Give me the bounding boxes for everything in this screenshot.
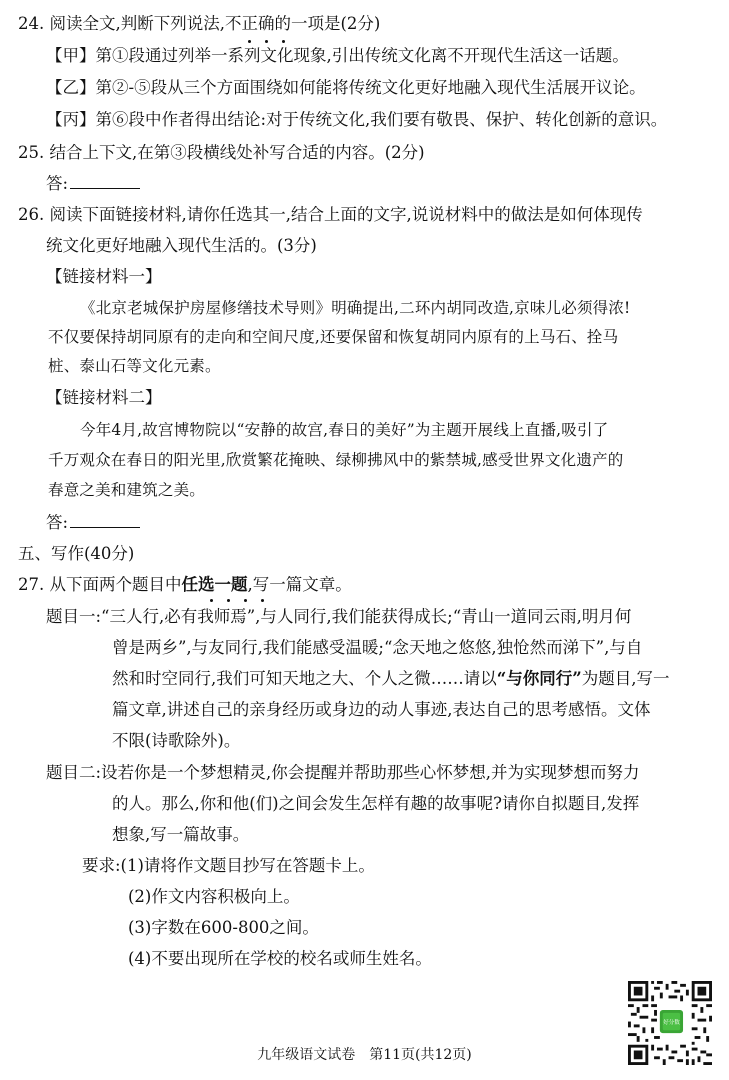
- requirement-4: (4)不要出现所在学校的校名或师生姓名。: [128, 949, 432, 968]
- answer-label: 答:: [46, 513, 69, 532]
- q27-stem-part: 27. 从下面两个题目中: [18, 575, 182, 594]
- material-1-line2: 不仅要保持胡同原有的走向和空间尺度,还要保留和恢复胡同内原有的上马石、拴马: [48, 328, 619, 346]
- q27-stem-emphasis: 任选一题: [181, 575, 248, 594]
- topic-1-text: 然和时空同行,我们可知天地之大、个人之微……请以: [112, 669, 497, 688]
- q27-stem: [18, 573, 352, 597]
- q24-option-bing: 【丙】第⑥段中作者得出结论:对于传统文化,我们要有敬畏、保护、转化创新的意识。: [46, 110, 668, 129]
- answer-label: 答:: [46, 174, 69, 193]
- material-2-line2: 千万观众在春日的阳光里,欣赏繁花掩映、绿柳拂风中的紫禁城,感受世界文化遗产的: [48, 451, 624, 469]
- emphasis-dot: [248, 40, 251, 43]
- q26-answer: [46, 511, 140, 535]
- q25-answer: [46, 172, 140, 196]
- q24-option-yi: 【乙】第②-⑤段从三个方面围绕如何能将传统文化更好地融入现代生活展开议论。: [46, 78, 646, 97]
- emphasis-dot: [282, 40, 285, 43]
- emphasis-dot: [261, 599, 264, 602]
- topic-2-line2: 的人。那么,你和他(们)之间会发生怎样有趣的故事呢?请你自拟题目,发挥: [112, 794, 640, 813]
- topic-2-line3: 想象,写一篇故事。: [112, 825, 250, 844]
- requirement-2: (2)作文内容积极向上。: [128, 887, 300, 906]
- q25-stem: 25. 结合上下文,在第③段横线处补写合适的内容。(2分): [18, 143, 425, 162]
- topic-1-title-emphasis: “与你同行”: [496, 669, 582, 688]
- topic-1-line3: [112, 667, 669, 691]
- topic-1-line5: 不限(诗歌除外)。: [112, 731, 241, 750]
- topic-1-text: 为题目,写一: [581, 669, 670, 688]
- material-2-title: 【链接材料二】: [46, 388, 162, 407]
- q26-stem-line2: 统文化更好地融入现代生活的。(3分): [46, 236, 317, 255]
- material-1-title: 【链接材料一】: [46, 267, 162, 286]
- material-1-line1: 《北京老城保护房屋修缮技术导则》明确提出,二环内胡同改造,京味儿必须得浓!: [80, 299, 631, 317]
- topic-1-line2: 曾是两乡”,与友同行,我们能感受温暖;“念天地之悠悠,独怆然而涕下”,与自: [112, 638, 643, 657]
- requirement-1: 要求:(1)请将作文题目抄写在答题卡上。: [82, 856, 375, 875]
- material-1-line3: 桩、泰山石等文化元素。: [48, 357, 221, 375]
- topic-2-line1: 题目二:设若你是一个梦想精灵,你会提醒并帮助那些心怀梦想,并为实现梦想而努力: [46, 763, 640, 782]
- emphasis-dot: [265, 40, 268, 43]
- requirement-3: (3)字数在600-800之间。: [128, 918, 319, 937]
- qr-logo-text: 好分数: [663, 1019, 680, 1026]
- q26-stem-line1: 26. 阅读下面链接材料,请你任选其一,结合上面的文字,说说材料中的做法是如何体现传: [18, 205, 643, 224]
- q24-stem: 24. 阅读全文,判断下列说法,不正确的一项是(2分): [18, 14, 381, 33]
- emphasis-dot: [210, 599, 213, 602]
- topic-1-line1: 题目一:“三人行,必有我师焉”,与人同行,我们能获得成长;“青山一道同云雨,明月何: [46, 607, 632, 626]
- material-2-line3: 春意之美和建筑之美。: [48, 481, 206, 499]
- q27-stem-part: ,写一篇文章。: [247, 575, 352, 594]
- q24-option-jia: 【甲】第①段通过列举一系列文化现象,引出传统文化离不开现代生活这一话题。: [46, 46, 629, 65]
- emphasis-dot: [244, 599, 247, 602]
- emphasis-dot: [227, 599, 230, 602]
- page-footer: 九年级语文试卷 第11页(共12页): [257, 1047, 472, 1063]
- answer-blank: [70, 513, 140, 528]
- section-title: 五、写作(40分): [18, 544, 135, 563]
- answer-blank: [70, 174, 140, 189]
- topic-1-line4: 篇文章,讲述自己的亲身经历或身边的动人事迹,表达自己的思考感悟。文体: [112, 700, 651, 719]
- material-2-line1: 今年4月,故宫博物院以“安静的故宫,春日的美好”为主题开展线上直播,吸引了: [80, 421, 609, 439]
